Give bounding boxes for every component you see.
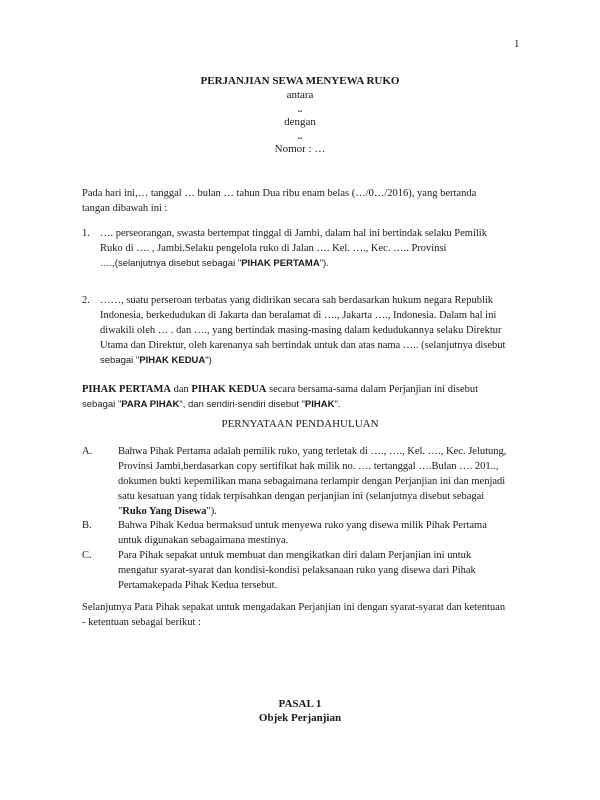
closing-paragraph: [82, 600, 518, 630]
recital-b: [118, 518, 520, 548]
party2-line-5: [100, 353, 520, 368]
party1-line-3-end: ").: [319, 258, 329, 269]
recital-a-label: A.: [82, 446, 93, 457]
parties-text-2: secara bersama-sama dalam Perjanjian ini disebut: [266, 384, 479, 395]
document-number: Nomor : …: [274, 143, 326, 155]
ruko-yang-disewa-term: Ruko Yang Disewa: [122, 506, 207, 517]
recital-a-line-5: [118, 504, 520, 519]
header-dots-2: ..: [297, 131, 303, 141]
parties-text-4: ", dan sendiri-sendiri disebut ": [179, 399, 305, 410]
intro-paragraph: [82, 186, 518, 216]
recital-c-label: C.: [82, 550, 92, 561]
parties-term-2: PIHAK KEDUA: [191, 384, 267, 395]
header-dots-1: ..: [297, 104, 303, 114]
recital-c: [118, 548, 520, 593]
recital-a-line-3: dokumen bukti kepemilikan mana sebagaimana terlampir dengan Perjanjian ini dan menjadi: [118, 476, 506, 487]
header-between: antara: [286, 89, 314, 101]
closing-line-2: - ketentuan sebagai berikut :: [82, 617, 201, 628]
recital-c-line-1: Para Pihak sepakat untuk membuat dan mengikatkan diri dalam Perjanjian ini untuk: [118, 550, 472, 561]
recital-c-line-3: Pertamakepada Pihak Kedua tersebut.: [118, 580, 278, 591]
party2-line-4: Utama dan Direktur, oleh karenanya sah bertindak untuk dan atas nama ….. (selanjutnya disebut: [100, 340, 506, 351]
intro-line-1: Pada hari ini,… tanggal … bulan … tahun Dua ribu enam belas (…/0…/2016), yang bertanda: [82, 188, 477, 199]
parties-text-5: ".: [334, 399, 341, 410]
parties-line-2: [82, 397, 518, 412]
recital-b-label: B.: [82, 520, 92, 531]
document-header: [0, 74, 600, 156]
party2-line-5-text: sebagai ": [100, 355, 140, 366]
page-number: 1: [514, 38, 520, 50]
party2-line-2: Indonesia, berkedudukan di Jakarta dan beralamat di …., Jakarta …., Indonesia. Dalam hal ini: [100, 310, 497, 321]
pihak-term: PIHAK: [304, 399, 335, 410]
party2-paragraph: [100, 293, 520, 368]
recital-a-line-2: Provinsi Jambi,berdasarkan copy sertifikat hak milik no. …. tertanggal ….Bulan …. 201..,: [118, 461, 499, 472]
header-with: dengan: [284, 116, 316, 128]
party1-line-3-text: ….,(selanjutnya disebut sebagai ": [100, 258, 242, 269]
parties-text-3: sebagai ": [82, 399, 122, 410]
pihak-pertama-term: PIHAK PERTAMA: [241, 258, 320, 269]
article-subtitle: Objek Perjanjian: [258, 712, 342, 724]
parties-text-1: dan: [170, 384, 192, 395]
party1-number: 1.: [82, 228, 90, 239]
party1-line-1: …. perseorangan, swasta bertempat tinggal di Jambi, dalam hal ini bertindak selaku Pemilik: [100, 228, 487, 239]
party2-line-5-end: "): [205, 355, 212, 366]
recital-a-line-4: satu kesatuan yang tidak terpisahkan dengan perjanjian ini (selanjutnya disebut sebagai: [118, 491, 485, 502]
party2-line-3: diwakili oleh … . dan …., yang bertindak masing-masing dalam kedudukannya selaku Direktur: [100, 325, 502, 336]
pihak-kedua-term: PIHAK KEDUA: [139, 355, 206, 366]
party1-paragraph: [100, 226, 520, 271]
document-title: PERJANJIAN SEWA MENYEWA RUKO: [200, 75, 400, 87]
parties-line-1: [82, 382, 518, 397]
parties-paragraph: [82, 382, 518, 412]
party2-line-1: ……, suatu perseroan terbatas yang didirikan secara sah berdasarkan hukum negara Republik: [100, 295, 494, 306]
para-pihak-term: PARA PIHAK: [121, 399, 180, 410]
recital-a-quote-close: ").: [206, 506, 217, 517]
party1-line-2: Ruko di …. , Jambi.Selaku pengelola ruko di Jalan …. Kel. …., Kec. ….. Provinsi: [100, 243, 447, 254]
recital-c-line-2: mengatur syarat-syarat dan kondisi-kondisi pelaksanaan ruko yang disewa dari Pihak: [118, 565, 476, 576]
party1-line-3: [100, 256, 520, 271]
recital-a: [118, 444, 520, 519]
party2-number: 2.: [82, 295, 90, 306]
recital-b-line-2: untuk digunakan sebagaimana mestinya.: [118, 535, 289, 546]
preamble-title: PERNYATAAN PENDAHULUAN: [221, 418, 379, 430]
parties-term-1: PIHAK PERTAMA: [82, 384, 171, 395]
recital-a-line-1: Bahwa Pihak Pertama adalah pemilik ruko, yang terletak di …., …., Kel. …., Kec. Jelutung,: [118, 446, 507, 457]
article-title: PASAL 1: [278, 698, 322, 710]
closing-line-1: Selanjutnya Para Pihak sepakat untuk mengadakan Perjanjian ini dengan syarat-syarat dan ketentuan: [82, 602, 506, 613]
recital-a-quote-open: ": [118, 506, 123, 517]
intro-line-2: tangan dibawah ini :: [82, 203, 168, 214]
recital-b-line-1: Bahwa Pihak Kedua bermaksud untuk menyewa ruko yang disewa milik Pihak Pertama: [118, 520, 487, 531]
